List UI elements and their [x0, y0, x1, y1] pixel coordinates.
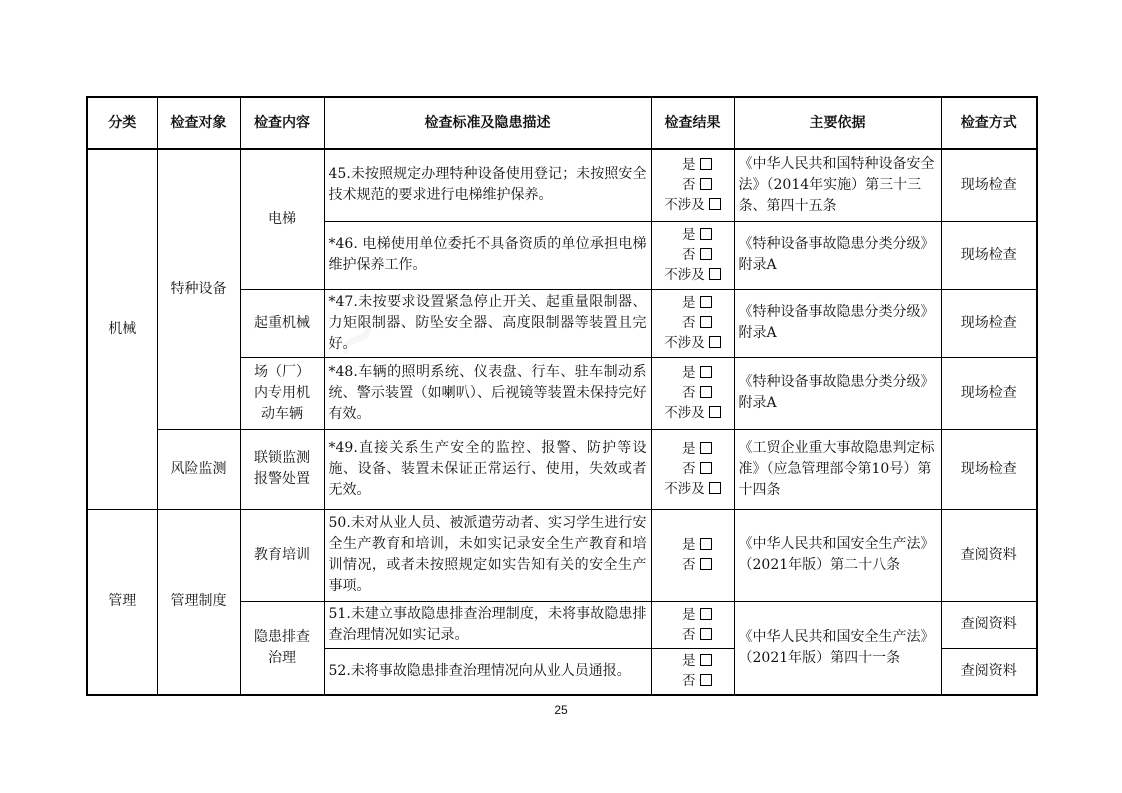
standard-cell: 45.未按照规定办理特种设备使用登记；未按照安全技术规范的要求进行电梯维护保养。 [324, 149, 651, 221]
standard-cell: 52.未将事故隐患排查治理情况向从业人员通报。 [324, 648, 651, 695]
checkbox-no[interactable] [700, 316, 712, 328]
checkbox-yes[interactable] [700, 538, 712, 550]
content-cell: 场（厂） 内专用机 动车辆 [240, 357, 324, 429]
checkbox-no[interactable] [700, 674, 712, 686]
checkbox-no[interactable] [700, 386, 712, 398]
method-cell: 现场检查 [941, 429, 1037, 509]
checkbox-yes[interactable] [700, 654, 712, 666]
basis-cell: 《工贸企业重大事故隐患判定标准》（应急管理部令第10号）第十四条 [734, 429, 941, 509]
result-cell[interactable]: 是 否 [651, 601, 734, 648]
basis-cell: 《中华人民共和国特种设备安全法》（2014年实施）第三十三条、第四十五条 [734, 149, 941, 221]
basis-cell: 《中华人民共和国安全生产法》（2021年版）第二十八条 [734, 509, 941, 601]
checkbox-na[interactable] [709, 406, 721, 418]
header-content: 检查内容 [240, 97, 324, 149]
checkbox-no[interactable] [700, 462, 712, 474]
method-cell: 查阅资料 [941, 648, 1037, 695]
checkbox-no[interactable] [700, 628, 712, 640]
table-row [87, 149, 1037, 221]
standard-cell: 51.未建立事故隐患排查治理制度，未将事故隐患排查治理情况如实记录。 [324, 601, 651, 648]
checkbox-yes[interactable] [700, 366, 712, 378]
standard-cell: *48.车辆的照明系统、仪表盘、行车、驻车制动系统、警示装置（如喇叭）、后视镜等装置未保持完好有效。 [324, 357, 651, 429]
checkbox-na[interactable] [709, 268, 721, 280]
method-cell: 现场检查 [941, 289, 1037, 357]
checkbox-na[interactable] [709, 482, 721, 494]
method-cell: 查阅资料 [941, 601, 1037, 648]
checkbox-na[interactable] [709, 336, 721, 348]
category-cell: 管理 [87, 509, 157, 695]
checkbox-no[interactable] [700, 248, 712, 260]
method-cell: 现场检查 [941, 221, 1037, 289]
checkbox-na[interactable] [709, 198, 721, 210]
content-cell: 教育培训 [240, 509, 324, 601]
checkbox-no[interactable] [700, 178, 712, 190]
checkbox-yes[interactable] [700, 296, 712, 308]
standard-cell: *46. 电梯使用单位委托不具备资质的单位承担电梯维护保养工作。 [324, 221, 651, 289]
header-category: 分类 [87, 97, 157, 149]
table-row [87, 429, 1037, 509]
basis-cell: 《特种设备事故隐患分类分级》附录A [734, 221, 941, 289]
content-cell: 起重机械 [240, 289, 324, 357]
result-cell[interactable]: 是 否 不涉及 [651, 357, 734, 429]
result-cell[interactable]: 是 否 不涉及 [651, 429, 734, 509]
result-cell[interactable]: 是 否 [651, 509, 734, 601]
result-cell[interactable]: 是 否 [651, 648, 734, 695]
header-method: 检查方式 [941, 97, 1037, 149]
standard-cell: *49.直接关系生产安全的监控、报警、防护等设施、设备、装置未保证正常运行、使用，失效或者无效。 [324, 429, 651, 509]
result-cell[interactable]: 是 否 不涉及 [651, 149, 734, 221]
content-cell: 电梯 [240, 149, 324, 289]
category-cell: 机械 [87, 149, 157, 509]
checkbox-yes[interactable] [700, 608, 712, 620]
method-cell: 查阅资料 [941, 509, 1037, 601]
content-cell: 隐患排查 治理 [240, 601, 324, 695]
method-cell: 现场检查 [941, 357, 1037, 429]
header-standard: 检查标准及隐患描述 [324, 97, 651, 149]
object-cell: 特种设备 [157, 149, 240, 429]
basis-cell: 《特种设备事故隐患分类分级》附录A [734, 357, 941, 429]
table-header-row [87, 97, 1037, 149]
content-cell: 联锁监测 报警处置 [240, 429, 324, 509]
page-number: 25 [554, 703, 568, 717]
header-object: 检查对象 [157, 97, 240, 149]
checkbox-no[interactable] [700, 558, 712, 570]
header-basis: 主要依据 [734, 97, 941, 149]
result-cell[interactable]: 是 否 不涉及 [651, 221, 734, 289]
standard-cell: *47.未按要求设置紧急停止开关、起重量限制器、力矩限制器、防坠安全器、高度限制器等装置且完好。 [324, 289, 651, 357]
object-cell: 管理制度 [157, 509, 240, 695]
checkbox-yes[interactable] [700, 442, 712, 454]
object-cell: 风险监测 [157, 429, 240, 509]
header-result: 检查结果 [651, 97, 734, 149]
standard-cell: 50.未对从业人员、被派遣劳动者、实习学生进行安全生产教育和培训，未如实记录安全生产教育和培训情况，或者未按照规定如实告知有关的安全生产事项。 [324, 509, 651, 601]
checkbox-yes[interactable] [700, 158, 712, 170]
inspection-table [86, 96, 1038, 696]
checkbox-yes[interactable] [700, 228, 712, 240]
method-cell: 现场检查 [941, 149, 1037, 221]
basis-cell: 《中华人民共和国安全生产法》（2021年版）第四十一条 [734, 601, 941, 695]
result-cell[interactable]: 是 否 不涉及 [651, 289, 734, 357]
table-row [87, 509, 1037, 601]
basis-cell: 《特种设备事故隐患分类分级》附录A [734, 289, 941, 357]
